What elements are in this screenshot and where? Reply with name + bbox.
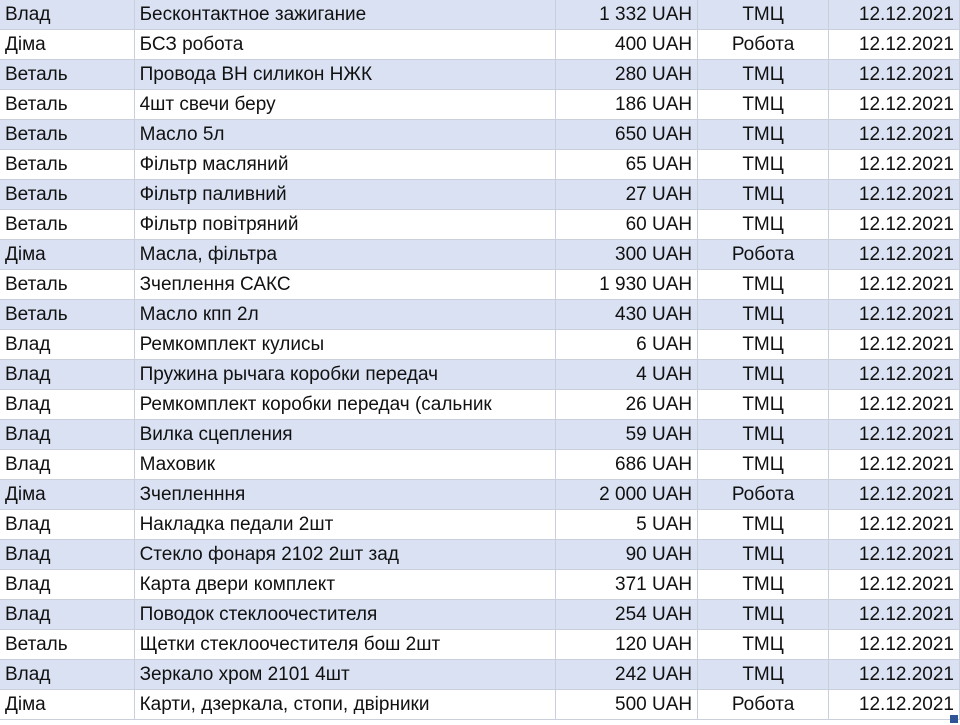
cell-item[interactable]: Накладка педали 2шт <box>134 510 555 540</box>
cell-category[interactable]: ТМЦ <box>698 570 829 600</box>
cell-category[interactable]: ТМЦ <box>698 510 829 540</box>
cell-name[interactable]: Діма <box>0 690 134 720</box>
cell-date[interactable]: 12.12.2021 <box>829 330 960 360</box>
cell-amount[interactable]: 1 930 UAH <box>555 270 697 300</box>
cell-item[interactable]: Масла, фільтра <box>134 240 555 270</box>
table-row <box>0 630 960 660</box>
cell-item[interactable]: Щетки стеклоочестителя бош 2шт <box>134 630 555 660</box>
cell-amount[interactable]: 60 UAH <box>555 210 697 240</box>
cell-item[interactable]: Провода ВН силикон НЖК <box>134 60 555 90</box>
cell-name[interactable]: Веталь <box>0 180 134 210</box>
cell-amount[interactable]: 26 UAH <box>555 390 697 420</box>
cell-name[interactable]: Веталь <box>0 150 134 180</box>
cell-category[interactable]: ТМЦ <box>698 180 829 210</box>
cell-item[interactable]: Карта двери комплект <box>134 570 555 600</box>
cell-category[interactable]: ТМЦ <box>698 90 829 120</box>
table-row <box>0 390 960 420</box>
cell-name[interactable]: Влад <box>0 0 134 30</box>
table-row <box>0 0 960 30</box>
cell-amount[interactable]: 650 UAH <box>555 120 697 150</box>
cell-amount[interactable]: 280 UAH <box>555 60 697 90</box>
cell-item[interactable]: Маховик <box>134 450 555 480</box>
cell-item[interactable]: Ремкомплект коробки передач (сальник <box>134 390 555 420</box>
cell-date[interactable]: 12.12.2021 <box>829 480 960 510</box>
cell-name[interactable]: Веталь <box>0 270 134 300</box>
cell-date[interactable]: 12.12.2021 <box>829 270 960 300</box>
cell-item[interactable]: Пружина рычага коробки передач <box>134 360 555 390</box>
cell-date[interactable]: 12.12.2021 <box>829 510 960 540</box>
table-row <box>0 510 960 540</box>
table-row <box>0 90 960 120</box>
cell-category[interactable]: ТМЦ <box>698 150 829 180</box>
cell-date[interactable]: 12.12.2021 <box>829 0 960 30</box>
cell-date[interactable]: 12.12.2021 <box>829 420 960 450</box>
cell-category[interactable]: Робота <box>698 480 829 510</box>
cell-name[interactable]: Влад <box>0 450 134 480</box>
table-row <box>0 420 960 450</box>
cell-item[interactable]: Бесконтактное зажигание <box>134 0 555 30</box>
cell-name[interactable]: Влад <box>0 660 134 690</box>
cell-date[interactable]: 12.12.2021 <box>829 600 960 630</box>
cell-item[interactable]: Фільтр паливний <box>134 180 555 210</box>
cell-item[interactable]: Ремкомплект кулисы <box>134 330 555 360</box>
cell-amount[interactable]: 242 UAH <box>555 660 697 690</box>
table-row <box>0 570 960 600</box>
cell-amount[interactable]: 1 332 UAH <box>555 0 697 30</box>
table-row <box>0 480 960 510</box>
cell-item[interactable]: Зчепленння <box>134 480 555 510</box>
cell-category[interactable]: ТМЦ <box>698 270 829 300</box>
cell-name[interactable]: Веталь <box>0 120 134 150</box>
cell-date[interactable]: 12.12.2021 <box>829 300 960 330</box>
cell-item[interactable]: Карти, дзеркала, стопи, двірники <box>134 690 555 720</box>
cell-category[interactable]: ТМЦ <box>698 210 829 240</box>
cell-date[interactable]: 12.12.2021 <box>829 570 960 600</box>
cell-amount[interactable]: 27 UAH <box>555 180 697 210</box>
table-row <box>0 120 960 150</box>
cell-date[interactable]: 12.12.2021 <box>829 90 960 120</box>
cell-name[interactable]: Влад <box>0 330 134 360</box>
cell-category[interactable]: ТМЦ <box>698 60 829 90</box>
cell-name[interactable]: Діма <box>0 480 134 510</box>
cell-name[interactable]: Діма <box>0 30 134 60</box>
cell-amount[interactable]: 500 UAH <box>555 690 697 720</box>
cell-date[interactable]: 12.12.2021 <box>829 390 960 420</box>
table-resize-handle[interactable] <box>950 715 958 723</box>
table-row <box>0 240 960 270</box>
cell-category[interactable]: Робота <box>698 240 829 270</box>
cell-name[interactable]: Влад <box>0 390 134 420</box>
cell-item[interactable]: Стекло фонаря 2102 2шт зад <box>134 540 555 570</box>
cell-category[interactable]: ТМЦ <box>698 660 829 690</box>
cell-name[interactable]: Влад <box>0 420 134 450</box>
cell-category[interactable]: Робота <box>698 690 829 720</box>
cell-name[interactable]: Веталь <box>0 90 134 120</box>
cell-category[interactable]: ТМЦ <box>698 300 829 330</box>
table-row <box>0 60 960 90</box>
cell-category[interactable]: ТМЦ <box>698 540 829 570</box>
cell-category[interactable]: ТМЦ <box>698 120 829 150</box>
cell-name[interactable]: Влад <box>0 360 134 390</box>
cell-name[interactable]: Веталь <box>0 300 134 330</box>
cell-amount[interactable]: 6 UAH <box>555 330 697 360</box>
cell-amount[interactable]: 254 UAH <box>555 600 697 630</box>
cell-amount[interactable]: 400 UAH <box>555 30 697 60</box>
table-row <box>0 270 960 300</box>
cell-amount[interactable]: 300 UAH <box>555 240 697 270</box>
cell-date[interactable]: 12.12.2021 <box>829 210 960 240</box>
table-row <box>0 330 960 360</box>
cell-date[interactable]: 12.12.2021 <box>829 660 960 690</box>
cell-category[interactable]: ТМЦ <box>698 360 829 390</box>
cell-amount[interactable]: 90 UAH <box>555 540 697 570</box>
table-row <box>0 690 960 720</box>
cell-amount[interactable]: 120 UAH <box>555 630 697 660</box>
cell-date[interactable]: 12.12.2021 <box>829 60 960 90</box>
cell-category[interactable]: ТМЦ <box>698 390 829 420</box>
cell-date[interactable]: 12.12.2021 <box>829 120 960 150</box>
cell-category[interactable]: ТМЦ <box>698 600 829 630</box>
cell-item[interactable]: Масло кпп 2л <box>134 300 555 330</box>
table-row <box>0 30 960 60</box>
cell-name[interactable]: Влад <box>0 510 134 540</box>
cell-item[interactable]: Поводок стеклоочестителя <box>134 600 555 630</box>
cell-amount[interactable]: 4 UAH <box>555 360 697 390</box>
cell-item[interactable]: Зчеплення САКС <box>134 270 555 300</box>
cell-date[interactable]: 12.12.2021 <box>829 690 960 720</box>
cell-name[interactable]: Веталь <box>0 60 134 90</box>
cell-name[interactable]: Влад <box>0 540 134 570</box>
cell-category[interactable]: Робота <box>698 30 829 60</box>
cell-amount[interactable]: 371 UAH <box>555 570 697 600</box>
cell-amount[interactable]: 2 000 UAH <box>555 480 697 510</box>
table-row <box>0 540 960 570</box>
table-row <box>0 450 960 480</box>
cell-amount[interactable]: 59 UAH <box>555 420 697 450</box>
cell-amount[interactable]: 186 UAH <box>555 90 697 120</box>
cell-date[interactable]: 12.12.2021 <box>829 450 960 480</box>
table-row <box>0 360 960 390</box>
cell-category[interactable]: ТМЦ <box>698 450 829 480</box>
cell-amount[interactable]: 5 UAH <box>555 510 697 540</box>
cell-date[interactable]: 12.12.2021 <box>829 180 960 210</box>
table-row <box>0 660 960 690</box>
cell-amount[interactable]: 430 UAH <box>555 300 697 330</box>
cell-item[interactable]: Масло 5л <box>134 120 555 150</box>
table-row <box>0 210 960 240</box>
cell-item[interactable]: Фільтр повітряний <box>134 210 555 240</box>
cell-category[interactable]: ТМЦ <box>698 420 829 450</box>
table-row <box>0 300 960 330</box>
cell-date[interactable]: 12.12.2021 <box>829 360 960 390</box>
cell-category[interactable]: ТМЦ <box>698 330 829 360</box>
cell-category[interactable]: ТМЦ <box>698 630 829 660</box>
cell-item[interactable]: БСЗ робота <box>134 30 555 60</box>
cell-date[interactable]: 12.12.2021 <box>829 150 960 180</box>
cell-item[interactable]: Зеркало хром 2101 4шт <box>134 660 555 690</box>
cell-category[interactable]: ТМЦ <box>698 0 829 30</box>
cell-date[interactable]: 12.12.2021 <box>829 540 960 570</box>
cell-item[interactable]: Фільтр масляний <box>134 150 555 180</box>
table-row <box>0 600 960 630</box>
table-row <box>0 150 960 180</box>
cell-amount[interactable]: 686 UAH <box>555 450 697 480</box>
table-row <box>0 180 960 210</box>
cell-name[interactable]: Веталь <box>0 630 134 660</box>
cell-name[interactable]: Діма <box>0 240 134 270</box>
cell-date[interactable]: 12.12.2021 <box>829 240 960 270</box>
cell-name[interactable]: Влад <box>0 600 134 630</box>
cell-name[interactable]: Влад <box>0 570 134 600</box>
cell-date[interactable]: 12.12.2021 <box>829 30 960 60</box>
cell-item[interactable]: 4шт свечи беру <box>134 90 555 120</box>
cell-amount[interactable]: 65 UAH <box>555 150 697 180</box>
cell-item[interactable]: Вилка сцепления <box>134 420 555 450</box>
cell-name[interactable]: Веталь <box>0 210 134 240</box>
cell-date[interactable]: 12.12.2021 <box>829 630 960 660</box>
